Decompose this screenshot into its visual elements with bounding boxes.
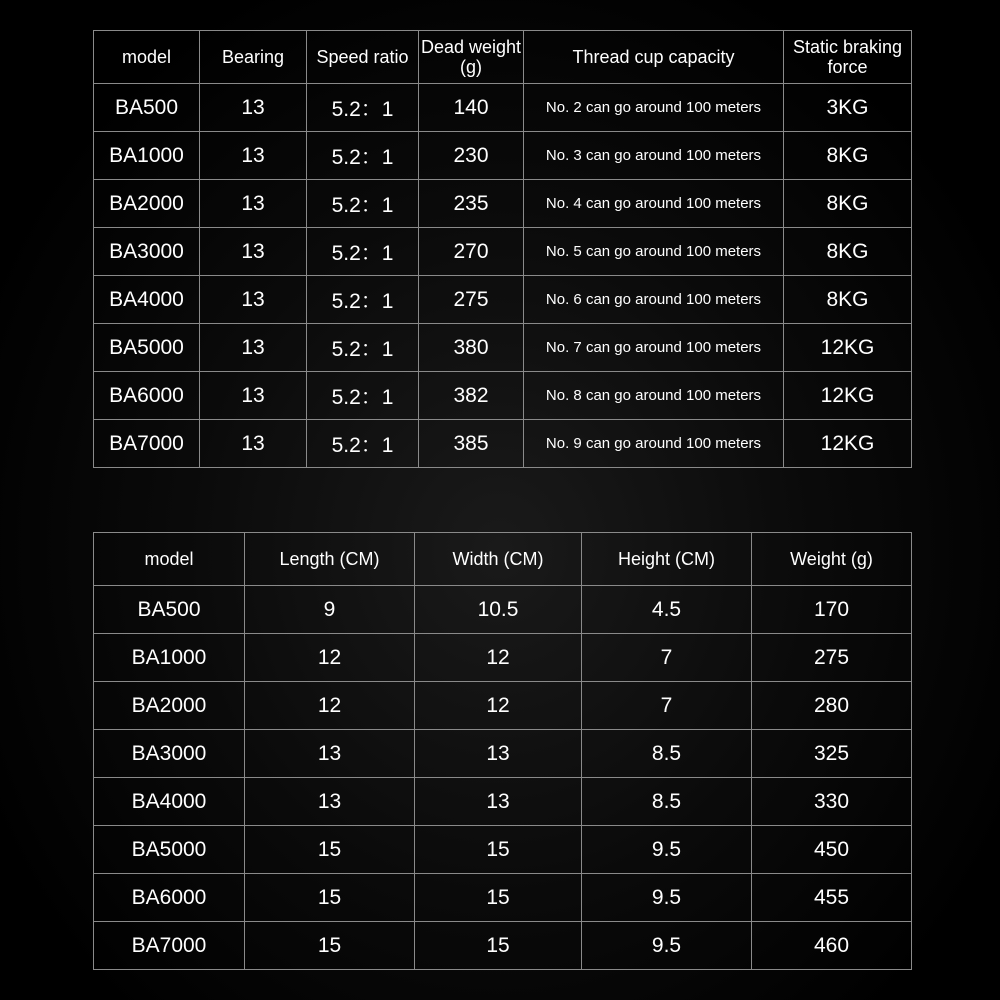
- table-cell: No. 4 can go around 100 meters: [524, 180, 784, 228]
- table-row: [94, 372, 912, 420]
- table-row: [94, 84, 912, 132]
- table-cell: 9: [245, 586, 415, 634]
- table-cell: 13: [415, 730, 582, 778]
- table-cell: 330: [752, 778, 912, 826]
- table-cell: 15: [245, 922, 415, 970]
- table-cell: 12KG: [784, 420, 912, 468]
- table-cell: 5.2：1: [307, 180, 419, 228]
- table-cell: 235: [419, 180, 524, 228]
- table-cell: 5.2：1: [307, 372, 419, 420]
- dimension-spec-table: [93, 532, 912, 970]
- table-row: [94, 634, 912, 682]
- table-cell: 12: [245, 682, 415, 730]
- table-cell: No. 9 can go around 100 meters: [524, 420, 784, 468]
- table-cell: 10.5: [415, 586, 582, 634]
- table-cell: No. 2 can go around 100 meters: [524, 84, 784, 132]
- table-cell: 170: [752, 586, 912, 634]
- table-cell: 12: [245, 634, 415, 682]
- performance-table-body: [94, 84, 912, 468]
- table-cell: 13: [200, 180, 307, 228]
- header-model: model: [94, 31, 200, 84]
- table-cell: BA6000: [94, 372, 200, 420]
- table-row: [94, 778, 912, 826]
- table-cell: BA5000: [94, 826, 245, 874]
- header-weight: Weight (g): [752, 533, 912, 586]
- table-cell: BA2000: [94, 180, 200, 228]
- table-cell: BA7000: [94, 420, 200, 468]
- dimension-table-body: [94, 586, 912, 970]
- header-speed-ratio: Speed ratio: [307, 31, 419, 84]
- table-cell: 9.5: [582, 826, 752, 874]
- table-cell: BA1000: [94, 634, 245, 682]
- table-cell: 15: [415, 874, 582, 922]
- table-cell: 230: [419, 132, 524, 180]
- table-cell: 8.5: [582, 778, 752, 826]
- table-row: [94, 276, 912, 324]
- header-dead-weight: Dead weight (g): [419, 31, 524, 84]
- header-model: model: [94, 533, 245, 586]
- table-cell: 8KG: [784, 276, 912, 324]
- table-cell: 12: [415, 634, 582, 682]
- table-row: [94, 682, 912, 730]
- table-cell: 5.2：1: [307, 324, 419, 372]
- header-length: Length (CM): [245, 533, 415, 586]
- table-cell: 13: [200, 420, 307, 468]
- table-cell: 13: [200, 228, 307, 276]
- table-cell: 7: [582, 634, 752, 682]
- table-cell: BA6000: [94, 874, 245, 922]
- table-cell: BA1000: [94, 132, 200, 180]
- table-cell: 8KG: [784, 180, 912, 228]
- table-cell: 15: [415, 826, 582, 874]
- table-row: [94, 586, 912, 634]
- table-cell: No. 7 can go around 100 meters: [524, 324, 784, 372]
- table-row: [94, 874, 912, 922]
- table-cell: 5.2：1: [307, 228, 419, 276]
- table-cell: BA7000: [94, 922, 245, 970]
- table-cell: 15: [245, 826, 415, 874]
- table-row: [94, 228, 912, 276]
- table-header-row: [94, 533, 912, 586]
- table-cell: No. 3 can go around 100 meters: [524, 132, 784, 180]
- table-cell: BA4000: [94, 276, 200, 324]
- table-cell: 380: [419, 324, 524, 372]
- table-row: [94, 922, 912, 970]
- table-cell: BA3000: [94, 228, 200, 276]
- table-cell: 382: [419, 372, 524, 420]
- table-row: [94, 324, 912, 372]
- table-cell: 140: [419, 84, 524, 132]
- table-cell: 8KG: [784, 132, 912, 180]
- table-cell: 13: [200, 276, 307, 324]
- table-cell: BA500: [94, 586, 245, 634]
- table-cell: 9.5: [582, 874, 752, 922]
- header-static-braking-force: Static braking force: [784, 31, 912, 84]
- table-cell: BA3000: [94, 730, 245, 778]
- table-cell: 12KG: [784, 324, 912, 372]
- table-row: [94, 826, 912, 874]
- table-cell: 15: [245, 874, 415, 922]
- table-cell: BA500: [94, 84, 200, 132]
- table-cell: 5.2：1: [307, 276, 419, 324]
- table-cell: 5.2：1: [307, 132, 419, 180]
- table-cell: BA4000: [94, 778, 245, 826]
- table-cell: No. 6 can go around 100 meters: [524, 276, 784, 324]
- table-cell: 455: [752, 874, 912, 922]
- table-header-row: [94, 31, 912, 84]
- table-cell: 3KG: [784, 84, 912, 132]
- table-cell: 5.2：1: [307, 420, 419, 468]
- table-cell: 12KG: [784, 372, 912, 420]
- table-cell: 5.2：1: [307, 84, 419, 132]
- table-cell: 280: [752, 682, 912, 730]
- header-thread-cup-capacity: Thread cup capacity: [524, 31, 784, 84]
- table-cell: 15: [415, 922, 582, 970]
- table-cell: BA2000: [94, 682, 245, 730]
- table-cell: 13: [200, 84, 307, 132]
- table-row: [94, 420, 912, 468]
- table-cell: 460: [752, 922, 912, 970]
- performance-spec-table: [93, 30, 912, 468]
- table-cell: 13: [245, 778, 415, 826]
- table-cell: 275: [752, 634, 912, 682]
- table-cell: 385: [419, 420, 524, 468]
- table-cell: 9.5: [582, 922, 752, 970]
- table-cell: 13: [415, 778, 582, 826]
- table-cell: 4.5: [582, 586, 752, 634]
- table-cell: 7: [582, 682, 752, 730]
- table-row: [94, 132, 912, 180]
- table-cell: BA5000: [94, 324, 200, 372]
- table-cell: No. 5 can go around 100 meters: [524, 228, 784, 276]
- table-cell: 13: [200, 324, 307, 372]
- table-cell: 325: [752, 730, 912, 778]
- table-cell: 8KG: [784, 228, 912, 276]
- table-cell: 8.5: [582, 730, 752, 778]
- table-row: [94, 730, 912, 778]
- header-height: Height (CM): [582, 533, 752, 586]
- table-cell: 13: [245, 730, 415, 778]
- header-width: Width (CM): [415, 533, 582, 586]
- table-cell: No. 8 can go around 100 meters: [524, 372, 784, 420]
- table-cell: 12: [415, 682, 582, 730]
- table-cell: 450: [752, 826, 912, 874]
- table-cell: 13: [200, 372, 307, 420]
- table-cell: 13: [200, 132, 307, 180]
- table-cell: 270: [419, 228, 524, 276]
- table-cell: 275: [419, 276, 524, 324]
- header-bearing: Bearing: [200, 31, 307, 84]
- table-row: [94, 180, 912, 228]
